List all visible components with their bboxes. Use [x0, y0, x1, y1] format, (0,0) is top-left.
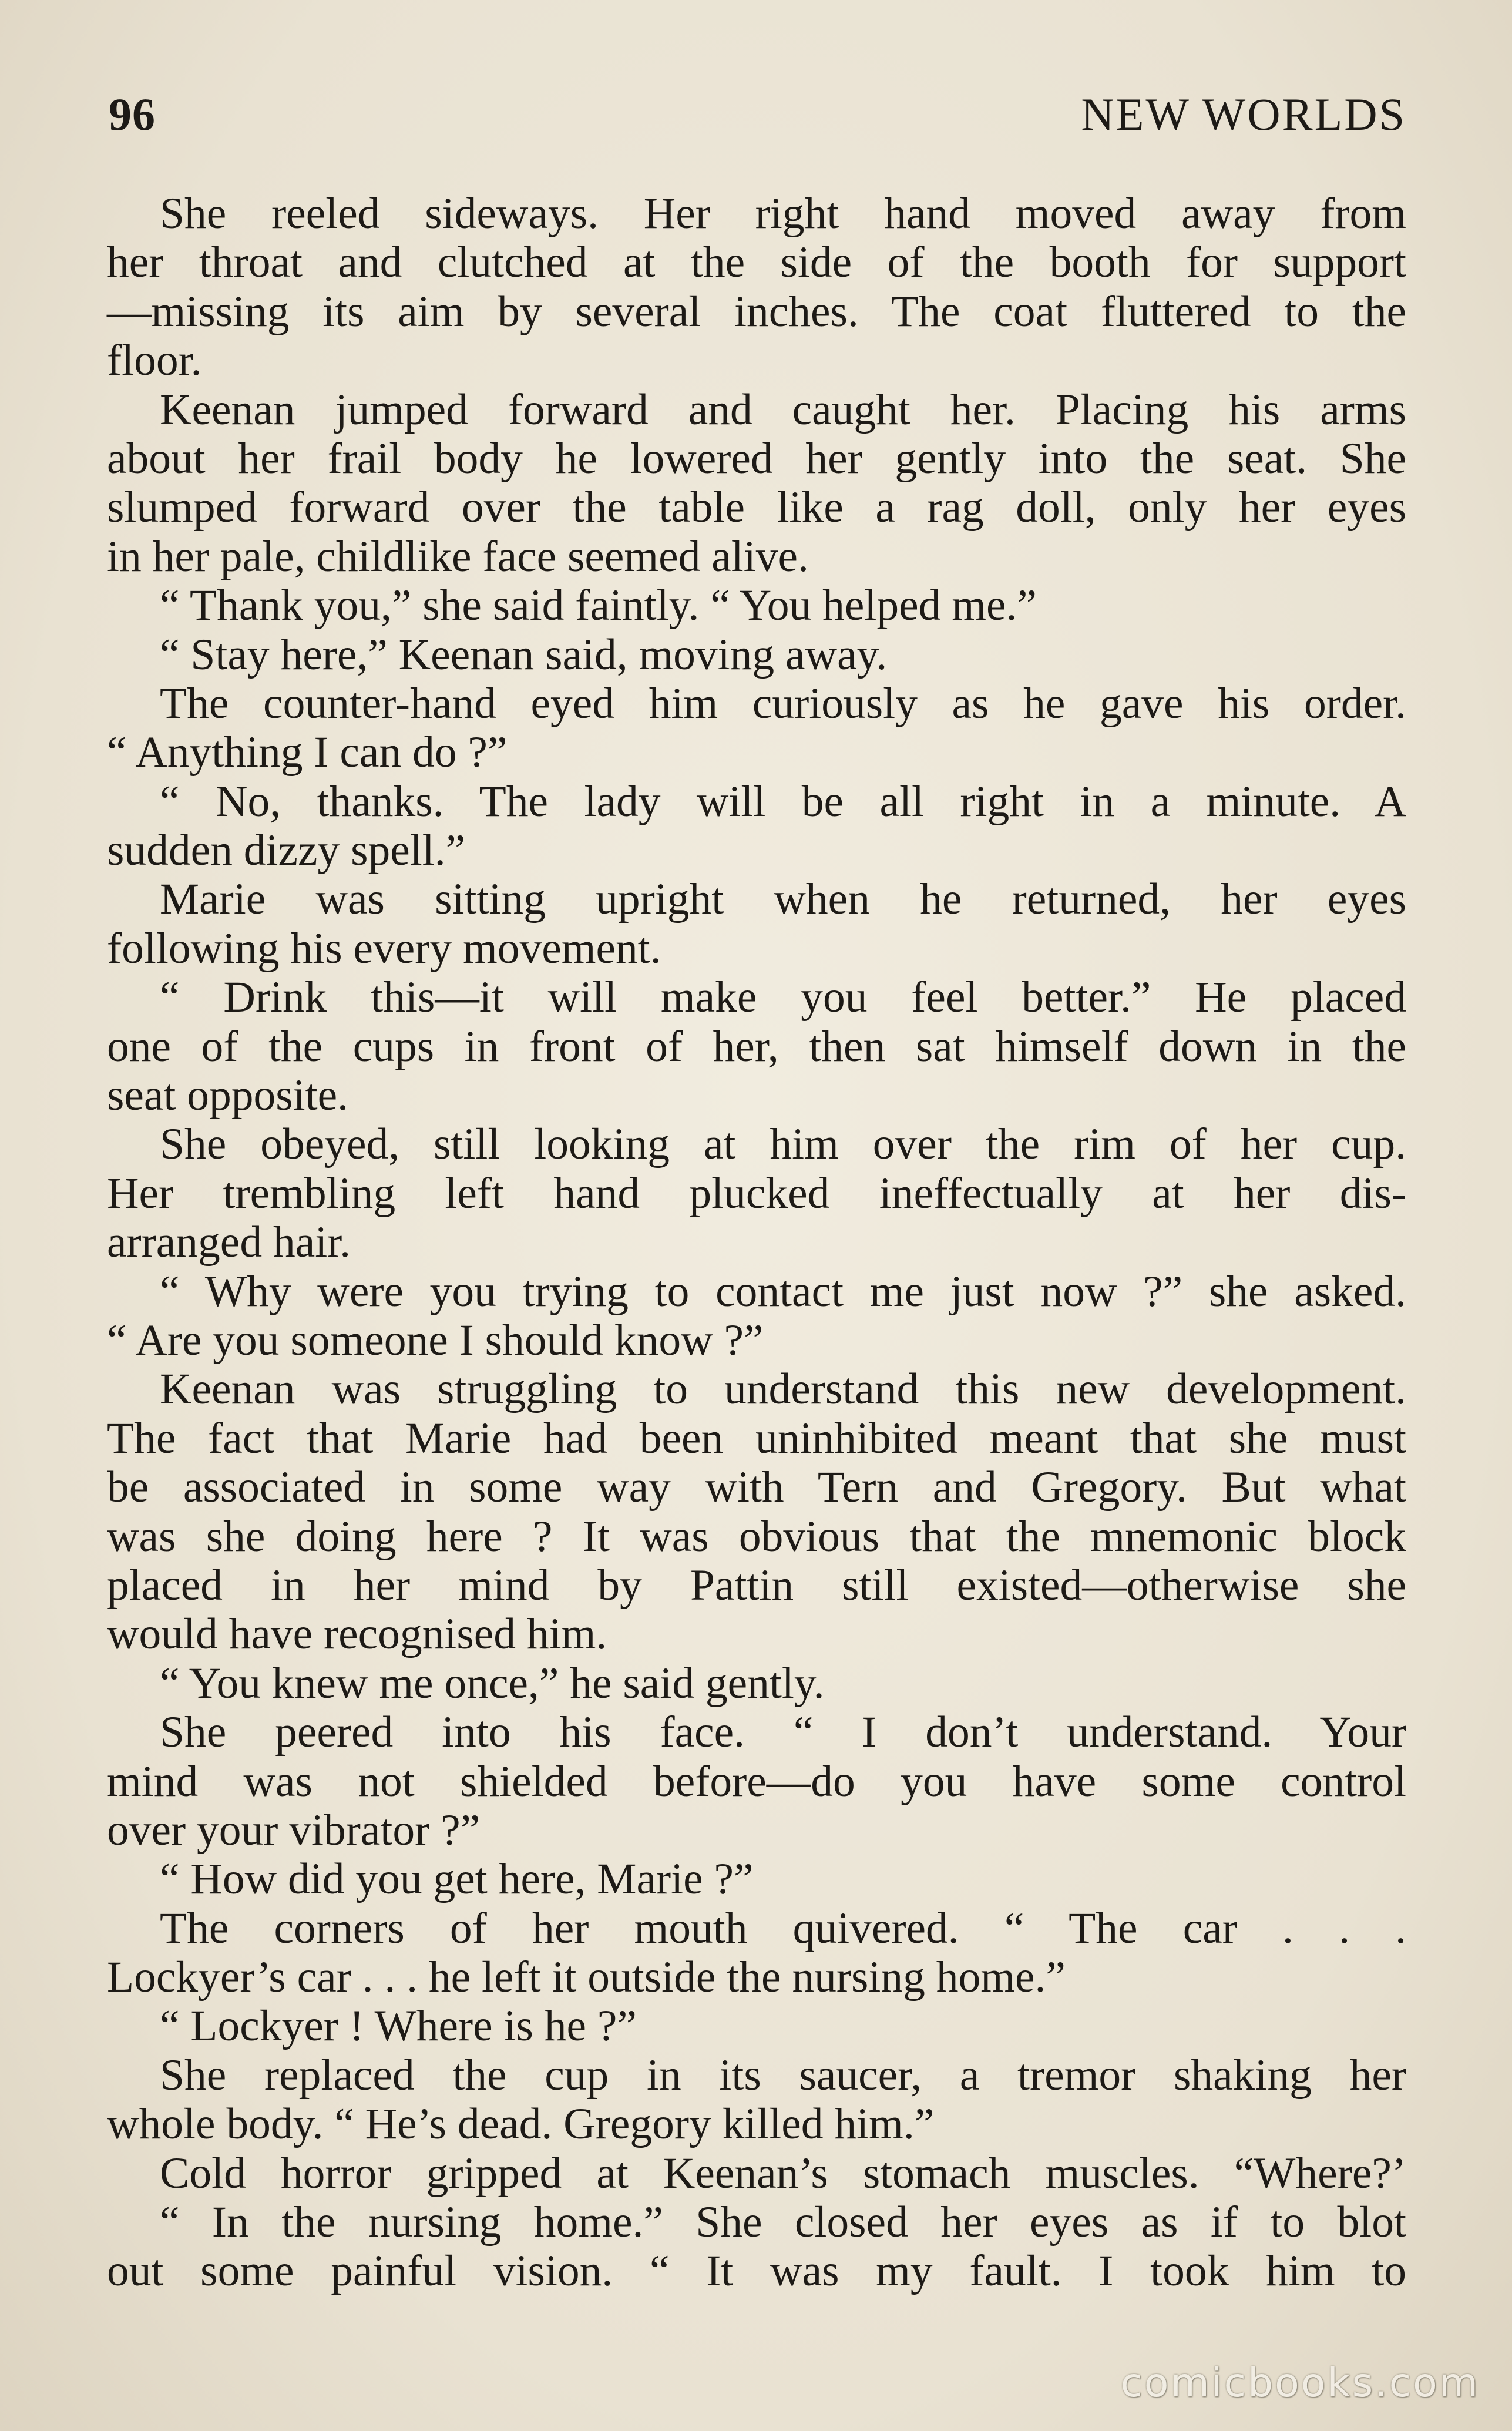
text-line: one of the cups in front of her, then sat himself down in the: [107, 1022, 1406, 1071]
text-line: arranged hair.: [107, 1218, 351, 1267]
text-line: Her trembling left hand plucked ineffectually at her dis-: [107, 1169, 1406, 1218]
text-line: slumped forward over the table like a rag doll, only her eyes: [107, 483, 1406, 532]
watermark: comicbooks.com: [1120, 2360, 1480, 2406]
text-line: floor.: [107, 336, 202, 385]
text-line: Cold horror gripped at Keenan’s stomach muscles. “Where?’: [160, 2148, 1406, 2198]
text-line: The corners of her mouth quivered. “ The car . . .: [160, 1903, 1406, 1953]
text-line: would have recognised him.: [107, 1610, 607, 1659]
text-line: She reeled sideways. Her right hand moved away from: [160, 189, 1406, 238]
text-line: The counter-hand eyed him curiously as he gave his order.: [160, 679, 1406, 728]
text-line: “ Anything I can do ?”: [107, 728, 508, 777]
text-line: “ Lockyer ! Where is he ?”: [160, 2002, 637, 2051]
text-line: “ In the nursing home.” She closed her eyes as if to blot: [160, 2198, 1406, 2247]
text-line: “ Stay here,” Keenan said, moving away.: [160, 630, 888, 679]
running-title: NEW WORLDS: [1081, 89, 1406, 140]
text-line: was she doing here ? It was obvious that the mnemonic block: [107, 1512, 1406, 1561]
text-line: “ You knew me once,” he said gently.: [160, 1658, 825, 1708]
text-line: mind was not shielded before—do you have some control: [107, 1757, 1406, 1806]
text-line: “ No, thanks. The lady will be all right in a minute. A: [160, 777, 1406, 826]
text-line: Keenan jumped forward and caught her. Placing his arms: [160, 385, 1406, 434]
text-line: her throat and clutched at the side of the booth for support: [107, 238, 1406, 287]
text-line: sudden dizzy spell.”: [107, 826, 466, 875]
text-line: about her frail body he lowered her gently into the seat. She: [107, 434, 1406, 483]
text-line: Lockyer’s car . . . he left it outside the nursing home.”: [107, 1953, 1066, 2002]
text-line: be associated in some way with Tern and Gregory. But what: [107, 1463, 1406, 1512]
text-line: “ Thank you,” she said faintly. “ You helped me.”: [160, 581, 1037, 630]
story-text: [107, 189, 1406, 2296]
text-line: “ Drink this—it will make you feel better.” He placed: [160, 973, 1406, 1022]
text-line: seat opposite.: [107, 1071, 348, 1120]
page-number: 96: [109, 89, 156, 140]
text-line: She peered into his face. “ I don’t understand. Your: [160, 1708, 1406, 1757]
text-line: placed in her mind by Pattin still existed—otherwise she: [107, 1560, 1406, 1610]
text-line: out some painful vision. “ It was my fault. I took him to: [107, 2247, 1406, 2296]
text-line: She obeyed, still looking at him over the rim of her cup.: [160, 1120, 1406, 1169]
text-line: “ Are you someone I should know ?”: [107, 1315, 764, 1365]
text-line: in her pale, childlike face seemed alive.: [107, 532, 809, 581]
text-line: —missing its aim by several inches. The coat fluttered to the: [107, 287, 1406, 336]
text-line: whole body. “ He’s dead. Gregory killed him.”: [107, 2100, 935, 2149]
text-line: over your vibrator ?”: [107, 1805, 481, 1855]
text-line: The fact that Marie had been uninhibited meant that she must: [107, 1413, 1406, 1463]
text-line: Marie was sitting upright when he returned, her eyes: [160, 875, 1406, 924]
text-line: She replaced the cup in its saucer, a tremor shaking her: [160, 2050, 1406, 2100]
text-line: following his every movement.: [107, 924, 661, 973]
running-head: [109, 88, 1406, 153]
text-line: Keenan was struggling to understand this new development.: [160, 1365, 1406, 1414]
text-line: “ Why were you trying to contact me just now ?” she asked.: [160, 1267, 1406, 1316]
text-line: “ How did you get here, Marie ?”: [160, 1855, 754, 1904]
